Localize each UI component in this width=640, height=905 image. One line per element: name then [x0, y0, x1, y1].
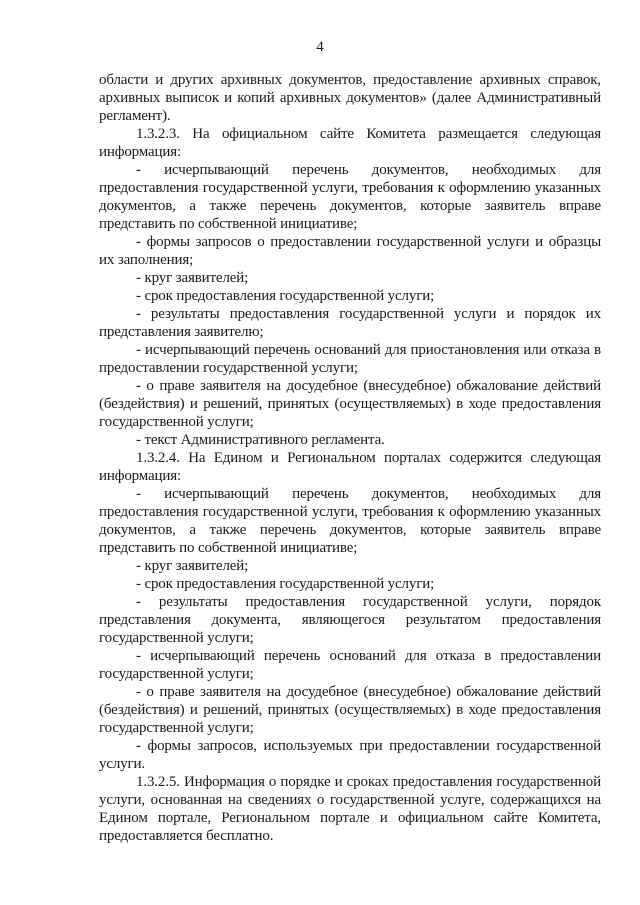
- list-item: - формы запросов, используемых при предоставлении государственной услуги.: [99, 738, 601, 772]
- page-number: 4: [316, 39, 324, 55]
- list-item: - результаты предоставления государственной услуги и порядок их представления заявителю;: [99, 306, 601, 340]
- section-1-3-2-5-paragraph: 1.3.2.5. Информация о порядке и сроках предоставления государственной услуги, основанная на сведениях о государственной услуге, содержащихся на Едином портале, Региональном портале и официальном сайте Комитета, предоставляется бесплатно.: [99, 774, 601, 844]
- list-item: - срок предоставления государственной услуги;: [136, 576, 435, 592]
- section-1-3-2-4-heading: 1.3.2.4. На Едином и Региональном порталах содержится следующая информация:: [99, 450, 601, 484]
- list-item: - о праве заявителя на досудебное (внесудебное) обжалование действий (бездействия) и решений, принятых (осуществляемых) в ходе предоставления государственной услуги;: [99, 684, 601, 736]
- list-item: - исчерпывающий перечень документов, необходимых для предоставления государственной услуги, требования к оформлению указанных документов, а также перечень документов, которые заявитель вправе представить по собственной инициативе;: [99, 486, 601, 556]
- list-item: - результаты предоставления государственной услуги, порядок представления документа, являющегося результатом предоставления государственной услуги;: [99, 594, 601, 646]
- list-item: - круг заявителей;: [136, 558, 249, 574]
- document-body: [99, 71, 601, 845]
- list-item: - исчерпывающий перечень документов, необходимых для предоставления государственной услуги, требования к оформлению указанных документов, а также перечень документов, которые заявитель вправе представить по собственной инициативе;: [99, 162, 601, 232]
- list-item: - исчерпывающий перечень оснований для отказа в предоставлении государственной услуги;: [99, 648, 601, 682]
- list-item: - формы запросов о предоставлении государственной услуги и образцы их заполнения;: [99, 234, 601, 268]
- section-1-3-2-3-heading: 1.3.2.3. На официальном сайте Комитета размещается следующая информация:: [99, 126, 601, 160]
- list-item: - круг заявителей;: [136, 270, 249, 286]
- list-item: - исчерпывающий перечень оснований для приостановления или отказа в предоставлении государственной услуги;: [99, 342, 601, 376]
- list-item: - текст Административного регламента.: [136, 432, 385, 448]
- list-item: - о праве заявителя на досудебное (внесудебное) обжалование действий (бездействия) и решений, принятых (осуществляемых) в ходе предоставления государственной услуги;: [99, 378, 601, 430]
- list-item: - срок предоставления государственной услуги;: [136, 288, 435, 304]
- paragraph-continuation: области и других архивных документов, предоставление архивных справок, архивных выписок и копий архивных документов» (далее Административный регламент).: [99, 72, 601, 124]
